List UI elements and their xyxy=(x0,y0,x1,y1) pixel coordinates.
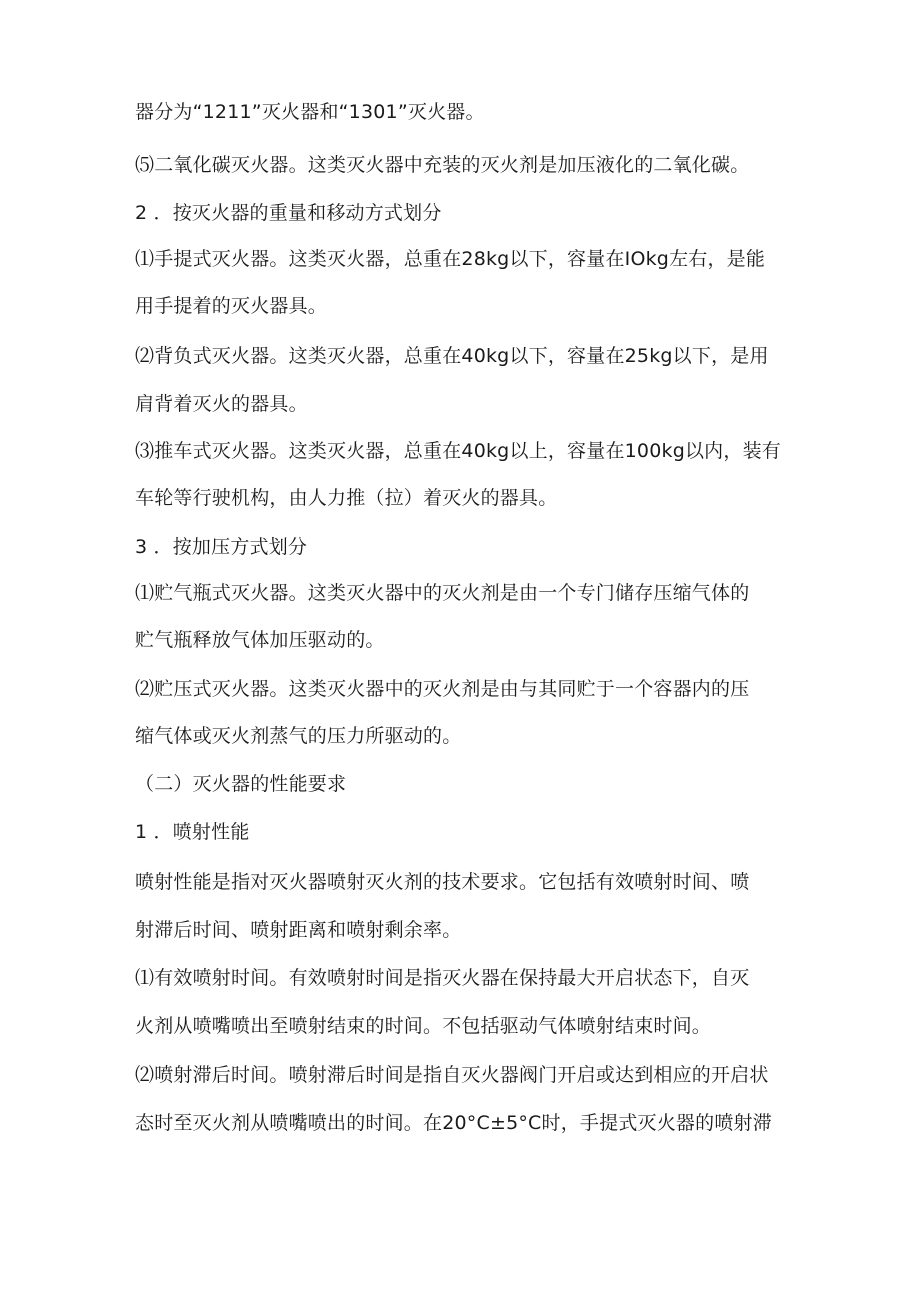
text-line: ⑴手提式灭火器。这类灭火器，总重在28kg以下，容量在IOkg左右，是能 xyxy=(135,248,766,270)
text-line: ⑵喷射滞后时间。喷射滞后时间是指自灭火器阀门开启或达到相应的开启状 xyxy=(135,1064,769,1086)
text-line: 态时至灭火剂从喷嘴喷出的时间。在20°C±5°C时，手提式灭火器的喷射滞 xyxy=(135,1112,772,1134)
section-heading: 1 ．喷射性能 xyxy=(135,821,250,843)
text-line: 射滞后时间、喷射距离和喷射剩余率。 xyxy=(135,919,462,941)
text-line: 器分为“1211”灭火器和“1301”灭火器。 xyxy=(135,101,485,123)
text-line: ⑸二氧化碳灭火器。这类灭火器中充装的灭火剂是加压液化的二氧化碳。 xyxy=(135,154,750,176)
text-line: 缩气体或灭火剂蒸气的压力所驱动的。 xyxy=(135,725,462,747)
text-line: ⑴有效喷射时间。有效喷射时间是指灭火器在保持最大开启状态下，自灭 xyxy=(135,967,750,989)
section-heading: 3 ．按加压方式划分 xyxy=(135,536,308,558)
text-line: ⑴贮气瓶式灭火器。这类灭火器中的灭火剂是由一个专门储存压缩气体的 xyxy=(135,582,750,604)
section-heading: （二）灭火器的性能要求 xyxy=(135,773,347,795)
text-line: ⑵背负式灭火器。这类灭火器，总重在40kg以下，容量在25kg以下，是用 xyxy=(135,345,769,367)
text-line: ⑵贮压式灭火器。这类灭火器中的灭火剂是由与其同贮于一个容器内的压 xyxy=(135,678,750,700)
text-line: 用手提着的灭火器具。 xyxy=(135,295,328,317)
text-line: 喷射性能是指对灭火器喷射灭火剂的技术要求。它包括有效喷射时间、喷 xyxy=(135,871,750,893)
text-line: 火剂从喷嘴喷出至喷射结束的时间。不包括驱动气体喷射结束时间。 xyxy=(135,1015,712,1037)
text-line: 车轮等行驶机构，由人力推（拉）着灭火的器具。 xyxy=(135,487,558,509)
text-line: 贮气瓶释放气体加压驱动的。 xyxy=(135,629,385,651)
text-line: 肩背着灭火的器具。 xyxy=(135,393,308,415)
section-heading: 2 ．按灭火器的重量和移动方式划分 xyxy=(135,202,442,224)
text-line: ⑶推车式灭火器。这类灭火器，总重在40kg以上，容量在100kg以内，装有 xyxy=(135,440,781,462)
